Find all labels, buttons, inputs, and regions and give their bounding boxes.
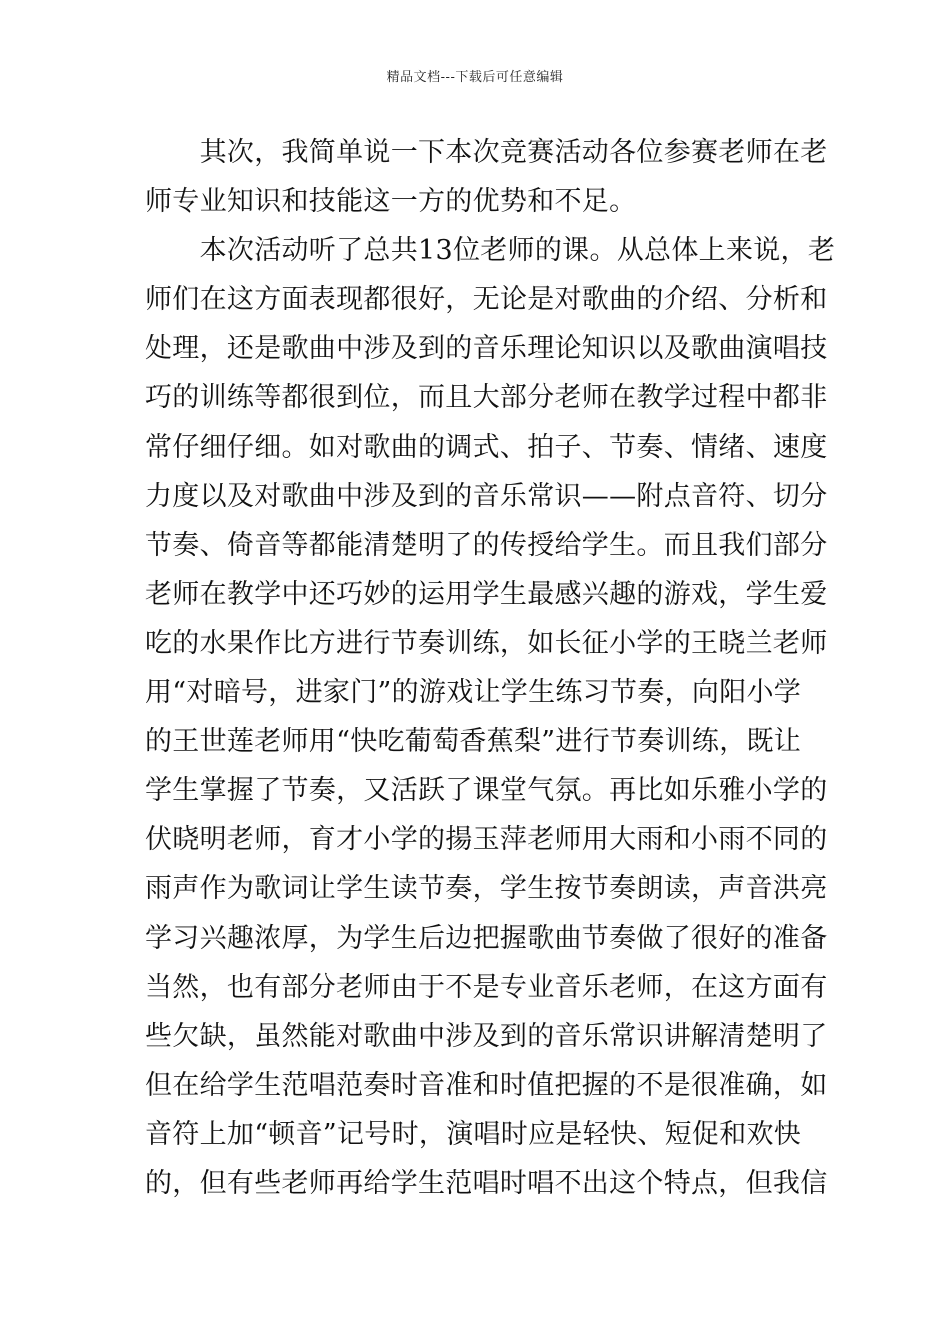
text-line: 当然，也有部分老师由于不是专业音乐老师，在这方面有 [145, 971, 828, 1003]
text-line: 雨声作为歌词让学生读节奏，学生按节奏朗读，声音洪亮 [145, 873, 828, 905]
text-line: 音符上加“顿音”记号时，演唱时应是轻快、短促和欢快 [145, 1118, 802, 1150]
text-line: 些欠缺，虽然能对歌曲中涉及到的音乐常识讲解清楚明了 [145, 1020, 828, 1052]
text-line: 学生掌握了节奏，又活跃了课堂气氛。再比如乐雅小学的 [145, 775, 828, 807]
text-line: 用“对暗号，进家门”的游戏让学生练习节奏，向阳小学 [145, 677, 802, 709]
text-line: 本次活动听了总共13位老师的课。从总体上来说，老 [145, 235, 836, 267]
text-line: 老师在教学中还巧妙的运用学生最感兴趣的游戏，学生爱 [145, 578, 828, 610]
text-line: 的王世莲老师用“快吃葡萄香蕉梨”进行节奏训练，既让 [145, 726, 802, 758]
text-line: 常仔细仔细。如对歌曲的调式、拍子、节奏、情绪、速度 [145, 431, 828, 463]
text-line: 学习兴趣浓厚，为学生后边把握歌曲节奏做了很好的准备 [145, 922, 828, 954]
text-line: 师们在这方面表现都很好，无论是对歌曲的介绍、分析和 [145, 284, 828, 316]
text-line: 其次，我简单说一下本次竞赛活动各位参赛老师在老 [145, 137, 828, 168]
text-line: 的，但有些老师再给学生范唱时唱不出这个特点，但我信 [145, 1167, 828, 1199]
text-line: 吃的水果作比方进行节奏训练，如长征小学的王晓兰老师 [145, 627, 828, 659]
document-body [145, 128, 836, 1208]
text-line: 但在给学生范唱范奏时音准和时值把握的不是很准确，如 [145, 1069, 828, 1101]
page-header: 精品文档---下载后可任意编辑 [386, 70, 564, 85]
text-line: 伏晓明老师，育才小学的揚玉萍老师用大雨和小雨不同的 [145, 824, 828, 856]
text-line: 巧的训练等都很到位，而且大部分老师在教学过程中都非 [145, 382, 828, 414]
text-line: 力度以及对歌曲中涉及到的音乐常识——附点音符、切分 [145, 480, 828, 512]
text-line: 节奏、倚音等都能清楚明了的传授给学生。而且我们部分 [145, 529, 828, 561]
text-line: 处理，还是歌曲中涉及到的音乐理论知识以及歌曲演唱技 [145, 333, 828, 365]
text-line: 师专业知识和技能这一方的优势和不足。 [145, 186, 637, 218]
